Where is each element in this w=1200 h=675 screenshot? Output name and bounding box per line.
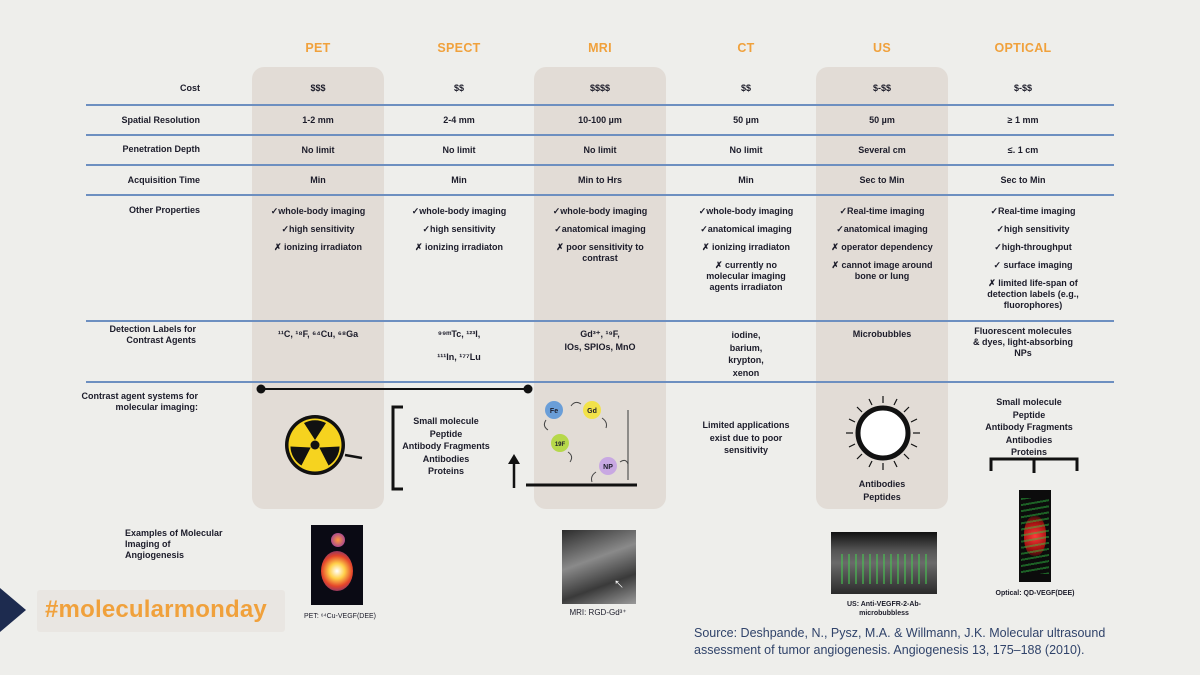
penetration-pet: No limit bbox=[301, 145, 335, 155]
mri-example-caption: MRI: RGD-Gd³⁺ bbox=[569, 608, 627, 617]
optical-bracket bbox=[988, 455, 1080, 475]
penetration-us: Several cm bbox=[858, 145, 906, 155]
props-spect bbox=[389, 206, 529, 260]
acquisition-pet: Min bbox=[310, 175, 326, 185]
prop-item: ✓whole-body imaging bbox=[411, 206, 507, 216]
cost-spect: $$ bbox=[453, 83, 464, 93]
prop-item: ✓ surface imaging bbox=[993, 260, 1073, 270]
connector-dot-right bbox=[524, 385, 533, 394]
contrast-item: Antibody Fragments bbox=[985, 422, 1073, 432]
contrast-item: Small molecule bbox=[996, 397, 1062, 407]
contrast-item: Proteins bbox=[427, 466, 464, 476]
divider-line bbox=[86, 104, 1114, 106]
header-ct: CT bbox=[737, 41, 755, 55]
prop-item: ✓whole-body imaging bbox=[698, 206, 794, 216]
acquisition-optical: Sec to Min bbox=[1000, 175, 1046, 185]
prop-item: ✓whole-body imaging bbox=[270, 206, 366, 216]
row-label-penetration-depth: Penetration Depth bbox=[122, 144, 200, 154]
source-citation: Source: Deshpande, N., Pysz, M.A. & Willmann, J.K. Molecular ultrasound assessment of tumor angiogenesis. Angiogenesis 13, 175–188 (2010). bbox=[694, 626, 1106, 657]
prop-item: ✗ operator dependency bbox=[831, 242, 933, 252]
penetration-spect: No limit bbox=[442, 145, 476, 155]
acquisition-spect: Min bbox=[451, 175, 467, 185]
detection-mri-2: IOs, SPIOs, MnO bbox=[564, 342, 636, 352]
arrow-icon: → bbox=[605, 573, 630, 598]
us-example-caption: US: Anti-VEGFR-2-Ab-microbubbless bbox=[846, 601, 921, 617]
penetration-mri: No limit bbox=[583, 145, 617, 155]
cost-pet: $$$ bbox=[310, 83, 326, 93]
particle-19f bbox=[551, 434, 569, 452]
us-signal bbox=[841, 554, 931, 584]
particle-label: Gd bbox=[587, 408, 597, 415]
particle-fe bbox=[545, 401, 563, 419]
spatial-us: 50 µm bbox=[869, 115, 895, 125]
detection-ct-item: xenon bbox=[732, 367, 760, 378]
acquisition-mri: Min to Hrs bbox=[578, 175, 622, 185]
prop-item: ✓anatomical imaging bbox=[700, 224, 792, 234]
particle-label: 19F bbox=[554, 442, 566, 448]
header-spect: SPECT bbox=[437, 41, 481, 55]
props-us bbox=[805, 206, 959, 289]
row-label-other-properties: Other Properties bbox=[128, 205, 200, 215]
contrast-item: Small molecule bbox=[413, 416, 479, 426]
row-label-cost: Cost bbox=[180, 83, 200, 93]
us-contrast-list bbox=[826, 478, 938, 503]
spatial-spect: 2-4 mm bbox=[443, 115, 475, 125]
contrast-item: Antibodies bbox=[1005, 434, 1053, 445]
up-arrow-head bbox=[508, 454, 520, 464]
divider-line bbox=[86, 320, 1114, 322]
props-mri bbox=[525, 206, 675, 271]
header-mri: MRI bbox=[588, 41, 612, 55]
contrast-item: Peptide bbox=[429, 428, 463, 439]
detection-pet: ¹¹C, ¹⁸F, ⁶⁴Cu, ⁶⁸Ga bbox=[277, 329, 359, 339]
contrast-item: Peptides bbox=[863, 491, 901, 502]
microbubble-icon bbox=[843, 393, 923, 473]
spect-contrast-list bbox=[395, 415, 497, 478]
prop-item: ✓high-throughput bbox=[994, 242, 1072, 252]
row-label-acquisition-time: Acquisition Time bbox=[127, 175, 200, 185]
detection-ct-item: krypton, bbox=[728, 355, 764, 365]
particle-label: NP bbox=[603, 464, 613, 471]
cost-ct: $$ bbox=[740, 83, 751, 93]
cost-mri: $$$$ bbox=[589, 83, 611, 93]
props-pet bbox=[248, 206, 388, 260]
spatial-pet: 1-2 mm bbox=[302, 115, 334, 125]
row-label-detection-labels: Detection Labels for Contrast Agents bbox=[109, 324, 196, 345]
detection-optical-line: NPs bbox=[1014, 348, 1032, 358]
props-ct bbox=[671, 206, 821, 300]
row-label-examples: Examples of Molecular Imaging of Angiogenesis bbox=[125, 528, 223, 560]
pet-example-caption: PET: ⁶⁴Cu-VEGF(DEE) bbox=[303, 613, 376, 620]
detection-mri-1: Gd³⁺, ¹⁹F, bbox=[580, 329, 620, 339]
detection-spect-2: ¹¹¹In, ¹⁷⁷Lu bbox=[437, 352, 481, 362]
prop-item: ✓high sensitivity bbox=[281, 224, 355, 234]
particle-gd bbox=[583, 401, 601, 419]
prop-item: ✗ cannot image around bone or lung bbox=[831, 260, 933, 281]
prop-item: ✗ ionizing irradiaton bbox=[273, 242, 363, 252]
divider-line bbox=[86, 134, 1114, 136]
prop-item: ✓anatomical imaging bbox=[554, 224, 646, 234]
particle-label: Fe bbox=[549, 408, 559, 415]
ct-contrast-line: Limited applications bbox=[702, 420, 790, 430]
connector-dot-left bbox=[257, 385, 266, 394]
mri-example-image bbox=[562, 530, 636, 604]
prop-item: ✓Real-time imaging bbox=[990, 206, 1076, 216]
prop-item: ✗ ionizing irradiaton bbox=[701, 242, 791, 252]
optical-example-image bbox=[1019, 490, 1051, 582]
detection-optical-line: & dyes, light-absorbing bbox=[972, 337, 1073, 347]
prop-item: ✓whole-body imaging bbox=[552, 206, 648, 216]
pet-example-image bbox=[311, 525, 363, 605]
detection-optical bbox=[953, 326, 1093, 359]
prop-item: ✓high sensitivity bbox=[996, 224, 1070, 234]
pet-hotspot-small bbox=[331, 533, 345, 547]
pet-hotspot bbox=[321, 551, 353, 591]
contrast-item: Antibodies bbox=[422, 453, 470, 464]
detection-ct-item: iodine, bbox=[731, 330, 761, 340]
left-accent-shape bbox=[0, 588, 26, 632]
acquisition-ct: Min bbox=[738, 175, 754, 185]
radiation-tail bbox=[345, 455, 362, 458]
divider-line bbox=[86, 194, 1114, 196]
prop-item: ✗ ionizing irradiaton bbox=[414, 242, 504, 252]
cost-optical: $-$$ bbox=[1013, 83, 1032, 93]
optical-example-caption: Optical: QD-VEGF(DEE) bbox=[995, 590, 1075, 597]
spatial-mri: 10-100 µm bbox=[578, 115, 622, 125]
penetration-optical: ≤. 1 cm bbox=[1007, 145, 1039, 155]
hashtag-text: #molecularmonday bbox=[45, 596, 267, 623]
prop-item: ✗ poor sensitivity to contrast bbox=[556, 242, 644, 263]
header-optical: OPTICAL bbox=[994, 41, 1052, 55]
contrast-item: Antibodies bbox=[858, 479, 906, 489]
radiation-icon bbox=[285, 415, 345, 475]
contrast-item: Peptide bbox=[1012, 409, 1046, 420]
acquisition-us: Sec to Min bbox=[859, 175, 905, 185]
prop-item: ✗ currently no molecular imaging agents irradiaton bbox=[706, 260, 786, 292]
optical-contrast-list bbox=[976, 396, 1082, 459]
detection-ct bbox=[676, 329, 816, 379]
ct-contrast-line: sensitivity bbox=[723, 445, 769, 455]
prop-item: ✓Real-time imaging bbox=[839, 206, 925, 216]
detection-spect-1: ⁹⁹ᵐTc, ¹²³I, bbox=[437, 329, 481, 339]
detection-us: Microbubbles bbox=[852, 329, 912, 339]
header-us: US bbox=[873, 41, 891, 55]
ct-contrast-text bbox=[686, 419, 806, 457]
header-pet: PET bbox=[305, 41, 331, 55]
prop-item: ✗ limited life-span of detection labels (e.g., fluorophores) bbox=[987, 278, 1079, 310]
spatial-ct: 50 µm bbox=[733, 115, 759, 125]
divider-line bbox=[86, 164, 1114, 166]
detection-optical-line: Fluorescent molecules bbox=[974, 326, 1072, 336]
props-optical bbox=[960, 206, 1106, 318]
contrast-item: Proteins bbox=[1010, 447, 1047, 457]
row-label-spatial-resolution: Spatial Resolution bbox=[121, 115, 200, 125]
detection-ct-item: barium, bbox=[729, 342, 763, 353]
row-label-contrast-agents: Contrast agent systems for molecular imaging: bbox=[81, 391, 198, 412]
penetration-ct: No limit bbox=[729, 145, 763, 155]
particle-np bbox=[599, 457, 617, 475]
prop-item: ✓anatomical imaging bbox=[836, 224, 928, 234]
spatial-optical: ≥ 1 mm bbox=[1007, 115, 1039, 125]
cost-us: $-$$ bbox=[872, 83, 891, 93]
prop-item: ✓high sensitivity bbox=[422, 224, 496, 234]
optical-green-signal bbox=[1021, 498, 1049, 574]
ct-contrast-line: exist due to poor bbox=[709, 432, 783, 443]
us-example-image bbox=[831, 532, 937, 594]
contrast-item: Antibody Fragments bbox=[402, 441, 490, 451]
